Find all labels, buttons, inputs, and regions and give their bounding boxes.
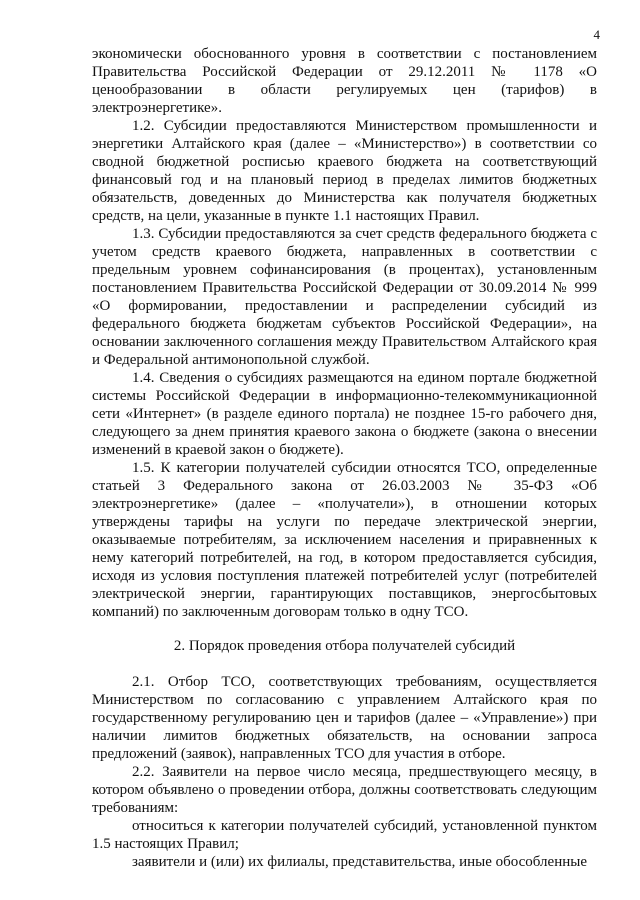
paragraph-1-2: 1.2. Субсидии предоставляются Министерством промышленности и энергетики Алтайского края (далее – «Министерство») в соответствии со сводной бюджетной росписью краевого бюджета на соответствующий финансовый год и на плановый период в пределах лимитов бюджетных обязательств, доведенных до Министерства как получателя бюджетных средств, на цели, указанные в пункте 1.1 настоящих Правил.: [92, 118, 597, 224]
paragraph-1-4: 1.4. Сведения о субсидиях размещаются на едином портале бюджетной системы Российской Федерации в информационно-телекоммуникационной сети «Интернет» (в разделе единого портала) не позднее 15-го рабочего дня, следующего за днем принятия краевого закона о бюджете (закона о внесении изменений в краевой закон о бюджете).: [92, 370, 597, 458]
section-2-heading: 2. Порядок проведения отбора получателей субсидий: [173, 638, 516, 654]
paragraph-2-1: 2.1. Отбор ТСО, соответствующих требованиям, осуществляется Министерством по согласованию с управлением Алтайского края по государственному регулированию цен и тарифов (далее – «Управление») при наличии лимитов бюджетных обязательств, на основании запроса предложений (заявок), направленных ТСО для участия в отборе.: [92, 674, 597, 762]
requirement-item-2: заявители и (или) их филиалы, представительства, иные обособленные: [132, 854, 587, 870]
page-number: 4: [593, 27, 600, 42]
paragraph-continuation: экономически обоснованного уровня в соответствии с постановлением Правительства Российской Федерации от 29.12.2011 № 1178 «О ценообразовании в области регулируемых цен (тарифов) в электроэнергетике».: [92, 46, 597, 116]
document-body: [92, 45, 597, 871]
paragraph-1-5: 1.5. К категории получателей субсидии относятся ТСО, определенные статьей 3 Федерального закона от 26.03.2003 № 35-ФЗ «Об электроэнергетике» (далее – «получатели»), в отношении которых утверждены тарифы на услуги по передаче электрической энергии, оказываемые потребителям, за исключением населения и приравненных к нему категорий потребителей, на год, в котором предоставляется субсидия, исходя из условия поступления платежей потребителей услуг (потребителей электрической энергии, гарантирующих поставщиков, энергосбытовых компаний) по заключенным договорам только в одну ТСО.: [92, 460, 597, 620]
paragraph-1-3: 1.3. Субсидии предоставляются за счет средств федерального бюджета с учетом средств краевого бюджета, направленных в соответствии с предельным уровнем софинансирования (в процентах), установленным постановлением Правительства Российской Федерации от 30.09.2014 № 999 «О формировании, предоставлении и распределении субсидий из федерального бюджета бюджетам субъектов Российской Федерации», на основании заключенного соглашения между Правительством Алтайского края и Федеральной антимонопольной службой.: [92, 226, 597, 368]
paragraph-2-2: 2.2. Заявители на первое число месяца, предшествующего месяцу, в котором объявлено о проведении отбора, должны соответствовать следующим требованиям:: [92, 764, 597, 816]
requirement-item-1: относиться к категории получателей субсидий, установленной пунктом 1.5 настоящих Правил;: [92, 818, 597, 852]
